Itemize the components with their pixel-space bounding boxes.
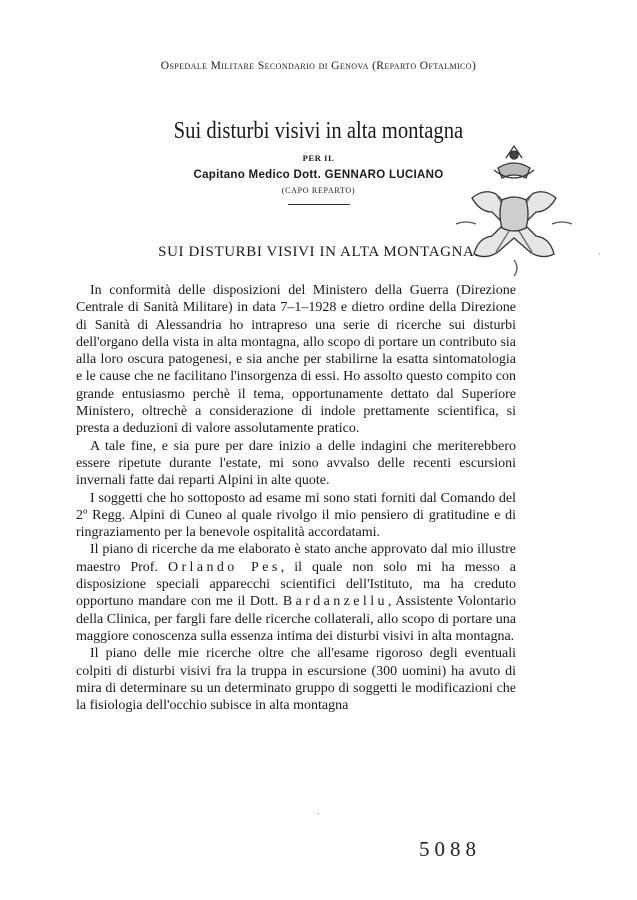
author-line: Capitano Medico Dott. GENNARO LUCIANO [193,169,444,181]
stray-mark: ˈ [317,812,321,823]
paragraph-2: A tale fine, e sia pure per dare inizio a delle indagini che meriterebbero essere ripetute durante l'estate, mi sono avvalso delle recenti escursioni invernali fatte dai reparti Alpini in alte quote. [76,438,516,489]
p4-text-c: , Assistente Volontario della Clinica, per fargli fare delle ricerche collaterali, allo scopo di portare una maggiore conoscenza sulla essenza intima dei disturbi visivi in alta montagna. [76,594,516,644]
professor-name: Orlando Pes [167,559,281,575]
body-text [76,282,516,714]
hospital-header: Ospedale Militare Secondario di Genova (Reparto Oftalmico) [160,60,477,72]
paragraph-1: In conformità delle disposizioni del Ministero della Guerra (Direzione Centrale di Sanità Militare) in data 7–1–1928 e dietro ordine della Direzione di Sanità di Alessandria ho intrapreso una serie di ricerche sui disturbi dell'organo della vista in alta montagna, allo scopo di portare un contributo sia alla loro oscura patogenesi, e sia anche per stabilirne la esatta sintomatologia e le cause che ne facilitano l'insorgenza di essi. Ho assolto questo compito con grande entusiasmo perchè il tema, opportunamente dettato dal Superiore Ministero, oltrechè a considerazione di indole prettamente scientifica, si presta a deduzioni di valore assolutamente pratico. [76,283,516,437]
paragraph-5: Il piano delle mie ricerche oltre che all'esame rigoroso degli eventuali colpiti di disturbi visivi fra la truppa in escursione (300 uomini) ha avuto di mira di determinare su un determinato gruppo di soggetti le modificazioni che la fisiologia dell'occhio subisce in alta montagna [76,646,516,714]
paper-title: Sui disturbi visivi in alta montagna [173,118,464,144]
per-il-label: PER IL [302,153,335,163]
assistant-name: Bardanzellu [282,594,388,610]
paragraph-3: I soggetti che ho sottoposto ad esame mi sono stati forniti dal Comando del 2º Regg. Alpini di Cuneo al quale rivolgo il mio pensiero di gratitudine e di ringraziamento per la benevole ospitalità accordatami. [76,490,516,541]
p4-text-a: Il piano di ricerche da me elaborato è stato anche approvato dal mio illustre maestro Prof. [76,542,516,575]
paragraph-4 [76,541,516,645]
author-rank: (CAPO REPARTO) [281,186,356,195]
section-title: SUI DISTURBI VISIVI IN ALTA MONTAGNA. [158,244,479,260]
p4-text-b: , il quale non solo mi ha messo a disposizione speciali apparecchi scientifici dell'Istituto, ma ha creduto opportuno mandare con me il Dott. [76,559,516,610]
archive-stamp-number: 5088 [419,837,481,861]
stray-mark-2: · [598,249,601,259]
title-rule [288,204,350,205]
